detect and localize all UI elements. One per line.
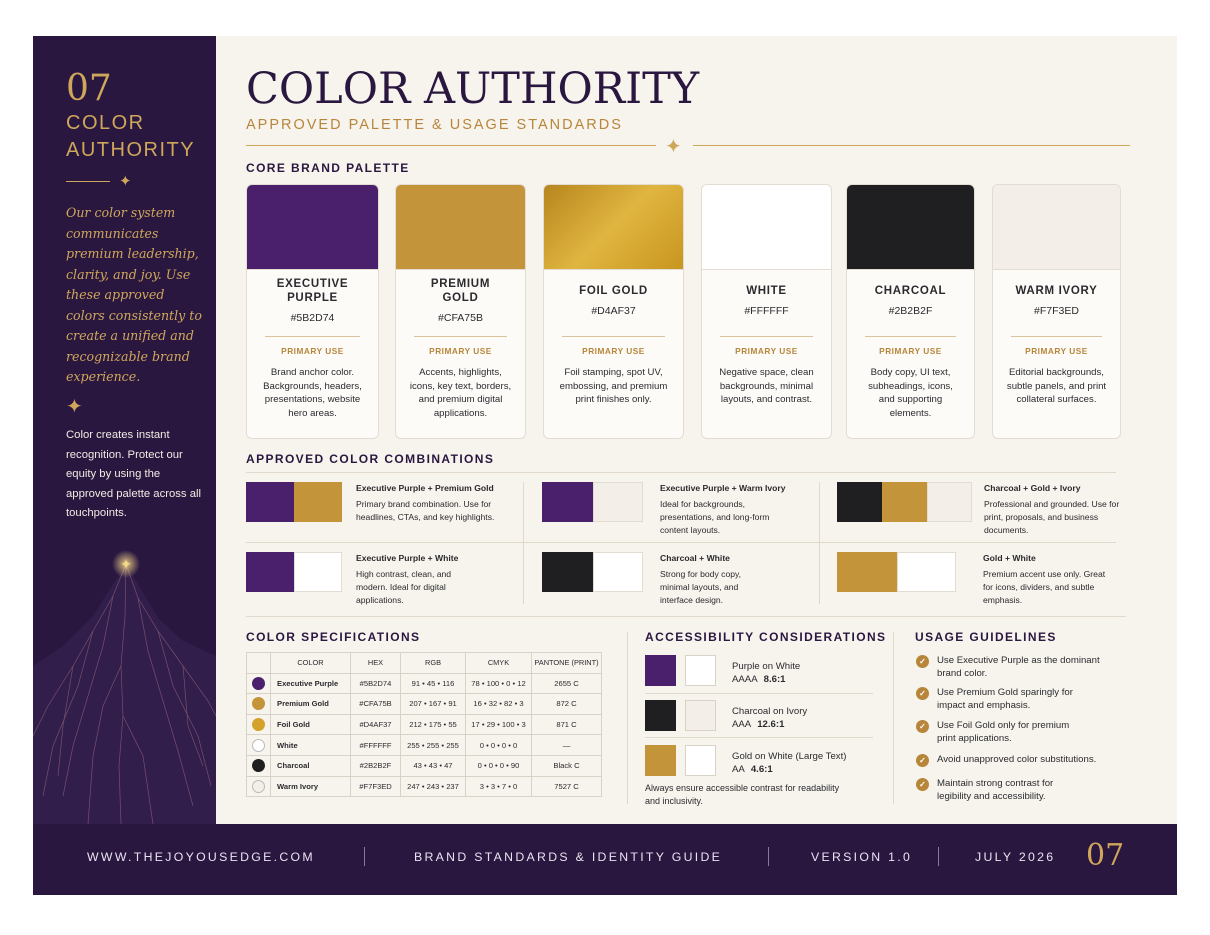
table-header: RGB: [401, 653, 466, 674]
pantone-cell: —: [532, 735, 602, 756]
combo-chip: [897, 552, 956, 592]
color-dot: [252, 739, 265, 752]
color-swatch: [544, 185, 683, 270]
contrast-level: AAAA: [732, 674, 758, 685]
contrast-ratio: 8.6:1: [763, 674, 786, 685]
contrast-label: Charcoal on Ivory: [732, 706, 808, 717]
footer-website: WWW.THEJOYOUSEDGE.COM: [87, 850, 315, 864]
column-divider: [627, 632, 628, 804]
primary-use-label: PRIMARY USE: [879, 346, 942, 356]
table-header: CMYK: [466, 653, 532, 674]
guideline-text: Use Executive Purple as the dominant brand color.: [937, 655, 1100, 679]
color-hex: #2B2B2F: [888, 305, 933, 317]
pantone-cell: 2655 C: [532, 673, 602, 694]
contrast-swatch-background: [685, 745, 716, 776]
checkmark-icon: ✓: [916, 655, 929, 668]
guidelines-heading: USAGE GUIDELINES: [915, 630, 1057, 644]
sparkle-icon: ✦: [66, 396, 83, 418]
footer-guide-title: BRAND STANDARDS & IDENTITY GUIDE: [414, 850, 723, 864]
table-header: HEX: [351, 653, 401, 674]
contrast-swatch-foreground: [645, 655, 676, 686]
primary-use-label: PRIMARY USE: [735, 346, 798, 356]
header-divider-left: [246, 145, 656, 146]
guideline-text: Use Premium Gold sparingly for impact and emphasis.: [937, 687, 1073, 711]
combo-chip: [542, 482, 593, 522]
palette-heading: CORE BRAND PALETTE: [246, 161, 410, 175]
combo-description: Premium accent use only. Great for icons, dividers, and subtle emphasis.: [983, 569, 1106, 605]
rgb-cell: 212 • 175 • 55: [401, 714, 466, 735]
color-name: CHARCOAL: [874, 285, 947, 297]
color-info: [875, 284, 946, 317]
color-dot: [252, 780, 265, 793]
page-title: COLOR AUTHORITY: [246, 64, 700, 114]
combo-chip: [542, 552, 593, 592]
pantone-cell: 871 C: [532, 714, 602, 735]
color-hex: #5B2D74: [290, 312, 335, 324]
color-dot: [252, 677, 265, 690]
contrast-swatch-background: [685, 655, 716, 686]
table-row: [247, 714, 602, 735]
combo-description: Strong for body copy, minimal layouts, and interface design.: [660, 569, 742, 605]
table-header: PANTONE (PRINT): [532, 653, 602, 674]
contrast-swatch-foreground: [645, 745, 676, 776]
combo-title: Executive Purple + White: [356, 553, 459, 563]
color-name-cell: Executive Purple: [271, 673, 351, 694]
contrast-rating: [732, 719, 784, 730]
card-divider: [562, 336, 665, 337]
table-row: [247, 694, 602, 715]
combo-title: Gold + White: [983, 553, 1036, 563]
color-info: [579, 284, 648, 317]
color-hex: #FFFFFF: [744, 305, 789, 317]
color-info: [273, 277, 353, 324]
color-description: Brand anchor color. Backgrounds, headers, presentations, website hero areas.: [263, 367, 362, 419]
hex-cell: #CFA75B: [351, 694, 401, 715]
combo-chip: [837, 552, 897, 592]
card-divider: [720, 336, 813, 337]
accessibility-note: Always ensure accessible contrast for readability and inclusivity.: [645, 783, 840, 806]
color-info: [744, 284, 788, 317]
contrast-swatch-background: [685, 700, 716, 731]
combo-chip: [294, 482, 342, 522]
hex-cell: #FFFFFF: [351, 735, 401, 756]
footer-divider: [364, 847, 365, 866]
column-divider: [523, 482, 524, 604]
color-description: Foil stamping, spot UV, embossing, and premium print finishes only.: [559, 367, 668, 406]
color-swatch: [247, 185, 378, 270]
card-divider: [414, 336, 507, 337]
color-swatch: [993, 185, 1120, 270]
combo-description: Ideal for backgrounds, presentations, and long-form content layouts.: [660, 499, 770, 535]
contrast-rating: [732, 674, 785, 685]
page-subtitle: APPROVED PALETTE & USAGE STANDARDS: [246, 117, 623, 133]
accessibility-heading: ACCESSIBILITY CONSIDERATIONS: [645, 630, 887, 644]
table-row: [247, 735, 602, 756]
cmyk-cell: 0 • 0 • 0 • 0: [466, 735, 532, 756]
table-row: [247, 776, 602, 797]
palette-card-warm-ivory: [992, 184, 1121, 439]
color-swatch: [396, 185, 525, 270]
checkmark-icon: ✓: [916, 754, 929, 767]
checkmark-icon: ✓: [916, 687, 929, 700]
contrast-ratio: 4.6:1: [750, 764, 773, 775]
contrast-swatch-foreground: [645, 700, 676, 731]
contrast-row-gold-white: [645, 745, 875, 779]
color-swatch: [702, 185, 831, 270]
mountain-illustration: [33, 536, 216, 824]
color-hex: #CFA75B: [438, 312, 483, 324]
rgb-cell: 43 • 43 • 47: [401, 755, 466, 776]
color-hex: #D4AF37: [591, 305, 636, 317]
column-divider: [893, 632, 894, 804]
color-dot: [252, 718, 265, 731]
cmyk-cell: 0 • 0 • 0 • 90: [466, 755, 532, 776]
table-header-row: [247, 653, 602, 674]
color-name-cell: Charcoal: [271, 755, 351, 776]
table-row: [247, 755, 602, 776]
color-description: Negative space, clean backgrounds, minimal layouts, and contrast.: [719, 367, 814, 406]
color-description: Body copy, UI text, subheadings, icons, and supporting elements.: [868, 367, 953, 419]
combo-description: Professional and grounded. Use for print, proposals, and business documents.: [984, 499, 1120, 535]
combinations-heading: APPROVED COLOR COMBINATIONS: [246, 452, 495, 466]
combo-title: Charcoal + Gold + Ivory: [984, 483, 1081, 493]
color-swatch: [847, 185, 974, 270]
cmyk-cell: 3 • 3 • 7 • 0: [466, 776, 532, 797]
combo-description: High contrast, clean, and modern. Ideal for digital applications.: [356, 569, 452, 605]
color-description: Accents, highlights, icons, key text, borders, and premium digital applications.: [409, 367, 512, 419]
contrast-label: Gold on White (Large Text): [732, 751, 847, 762]
combo-description: Primary brand combination. Use for headlines, CTAs, and key highlights.: [356, 499, 495, 522]
combo-chip: [593, 552, 643, 592]
footer-divider: [938, 847, 939, 866]
palette-card-charcoal: [846, 184, 975, 439]
section-divider: [246, 616, 1126, 617]
pantone-cell: 872 C: [532, 694, 602, 715]
sparkle-icon: ✦: [665, 136, 682, 158]
combo-chip: [593, 482, 643, 522]
checkmark-icon: ✓: [916, 720, 929, 733]
checkmark-icon: ✓: [916, 778, 929, 791]
color-name: WHITE: [746, 285, 787, 297]
cmyk-cell: 78 • 100 • 0 • 12: [466, 673, 532, 694]
footer-divider: [768, 847, 769, 866]
rgb-cell: 91 • 45 • 116: [401, 673, 466, 694]
pantone-cell: 7527 C: [532, 776, 602, 797]
palette-card-foil-gold: [543, 184, 684, 439]
hex-cell: #2B2B2F: [351, 755, 401, 776]
guideline-text: Maintain strong contrast for legibility and accessibility.: [937, 778, 1054, 802]
sidebar: [33, 36, 216, 824]
cmyk-cell: 16 • 32 • 82 • 3: [466, 694, 532, 715]
contrast-level: AAA: [732, 719, 752, 730]
color-info: [426, 277, 496, 324]
footer-date: JULY 2026: [975, 850, 1056, 864]
sidebar-divider: [66, 181, 110, 182]
footer-page-number: 07: [1086, 838, 1125, 873]
table-row: [247, 673, 602, 694]
contrast-level: AA: [732, 764, 745, 775]
rgb-cell: 247 • 243 • 237: [401, 776, 466, 797]
table-header: [247, 653, 271, 674]
guideline-text: Use Foil Gold only for premium print applications.: [937, 720, 1070, 744]
cmyk-cell: 17 • 29 • 100 • 3: [466, 714, 532, 735]
card-divider: [865, 336, 956, 337]
combo-title: Executive Purple + Warm Ivory: [660, 483, 786, 493]
combo-title: Executive Purple + Premium Gold: [356, 483, 494, 493]
contrast-row-charcoal-ivory: [645, 700, 875, 734]
color-name-cell: Premium Gold: [271, 694, 351, 715]
combo-chip: [294, 552, 342, 592]
color-dot: [252, 697, 265, 710]
combo-chip: [882, 482, 927, 522]
chapter-number: 07: [66, 68, 112, 109]
rgb-cell: 207 • 167 • 91: [401, 694, 466, 715]
combo-chip: [246, 482, 294, 522]
sparkle-icon: ✦: [119, 173, 132, 190]
combo-chip: [927, 482, 972, 522]
pantone-cell: Black C: [532, 755, 602, 776]
rgb-cell: 255 • 255 • 255: [401, 735, 466, 756]
color-name-cell: Warm Ivory: [271, 776, 351, 797]
chapter-title-line1: COLOR: [66, 112, 145, 134]
color-spec-table: [246, 652, 602, 797]
specs-heading: COLOR SPECIFICATIONS: [246, 630, 421, 644]
svg-text:✦: ✦: [120, 557, 132, 573]
primary-use-label: PRIMARY USE: [281, 346, 344, 356]
brand-guide-page: [33, 36, 1177, 895]
color-name: FOIL GOLD: [579, 285, 648, 297]
header-divider-right: [693, 145, 1130, 146]
palette-card-premium-gold: [395, 184, 526, 439]
palette-card-white: [701, 184, 832, 439]
row-divider: [645, 693, 873, 694]
hex-cell: #5B2D74: [351, 673, 401, 694]
column-divider: [819, 482, 820, 604]
contrast-row-purple-white: [645, 655, 875, 689]
footer: [33, 824, 1177, 895]
sidebar-quote: Our color system communicates premium leadership, clarity, and joy. Use these approved colors consistently to create a unified and recognizable brand experience.: [66, 205, 202, 384]
guideline-text: Avoid unapproved color substitutions.: [937, 754, 1097, 765]
combinations-rule: [246, 472, 1116, 473]
table-header: COLOR: [271, 653, 351, 674]
hex-cell: #F7F3ED: [351, 776, 401, 797]
color-name-cell: Foil Gold: [271, 714, 351, 735]
primary-use-label: PRIMARY USE: [429, 346, 492, 356]
combo-chip: [246, 552, 294, 592]
chapter-title: [66, 110, 195, 164]
primary-use-label: PRIMARY USE: [582, 346, 645, 356]
contrast-ratio: 12.6:1: [757, 719, 785, 730]
color-description: Editorial backgrounds, subtle panels, and print collateral surfaces.: [1006, 367, 1107, 406]
hex-cell: #D4AF37: [351, 714, 401, 735]
combo-title: Charcoal + White: [660, 553, 730, 563]
color-dot: [252, 759, 265, 772]
color-name: PREMIUM GOLD: [430, 278, 491, 304]
sidebar-body: Color creates instant recognition. Protect our equity by using the approved palette across all touchpoints.: [66, 429, 202, 519]
footer-version: VERSION 1.0: [811, 850, 913, 864]
primary-use-label: PRIMARY USE: [1025, 346, 1088, 356]
combo-chip: [837, 482, 882, 522]
row-divider: [645, 737, 873, 738]
color-hex: #F7F3ED: [1034, 305, 1079, 317]
combinations-row-divider: [246, 542, 1116, 543]
color-name: EXECUTIVE PURPLE: [276, 278, 349, 304]
color-name-cell: White: [271, 735, 351, 756]
chapter-title-line2: AUTHORITY: [66, 139, 196, 161]
palette-card-executive-purple: [246, 184, 379, 439]
card-divider: [1011, 336, 1102, 337]
contrast-rating: [732, 764, 773, 775]
color-info: [1016, 284, 1098, 317]
contrast-label: Purple on White: [732, 661, 801, 672]
color-name: WARM IVORY: [1015, 285, 1098, 297]
card-divider: [265, 336, 360, 337]
